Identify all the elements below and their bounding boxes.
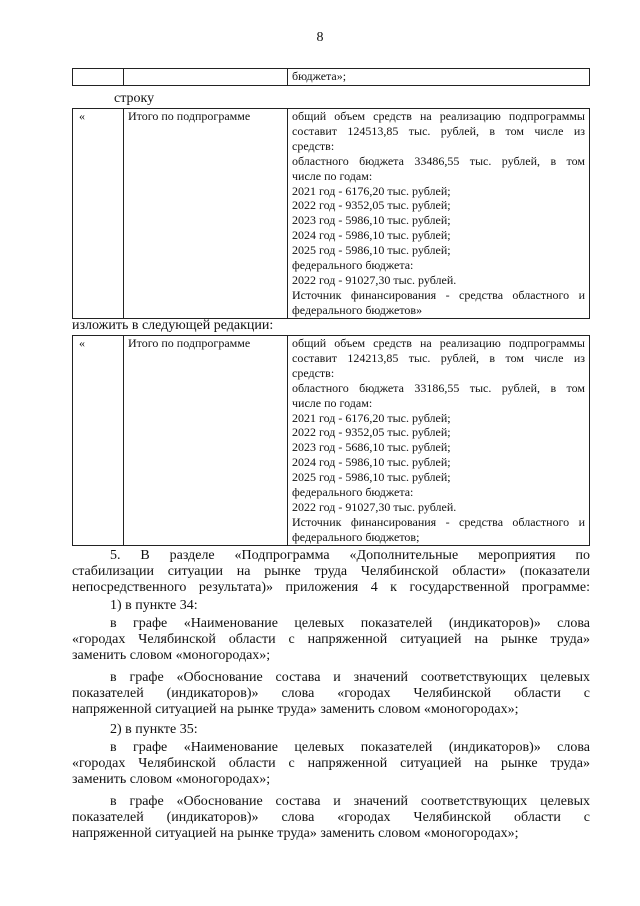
text-line: числе по годам: — [292, 395, 373, 410]
table-new-subprogram-total — [72, 335, 590, 546]
text-line: составит 124213,85 тыс. рублей, в том числе из — [292, 350, 585, 365]
text-line: 2021 год - 6176,20 тыс. рублей; — [292, 183, 451, 198]
text-line: 2021 год - 6176,20 тыс. рублей; — [292, 410, 451, 425]
text-line: 2022 год - 91027,30 тыс. рублей. — [292, 272, 457, 287]
paragraph-35-name-column — [72, 740, 590, 789]
text-line: числе по годам: — [292, 168, 373, 183]
page-number: 8 — [316, 30, 324, 45]
text-line: 2024 год - 5986,10 тыс. рублей; — [292, 455, 451, 470]
text-line: общий объем средств на реализацию подпрограммы — [292, 109, 585, 123]
text-line: стабилизации ситуации на рынке труда Челябинской области» (показатели — [72, 564, 590, 580]
cell-budget-end: бюджета»; — [288, 69, 590, 86]
text-line: «городах Челябинской области с напряженной ситуацией на рынке труда» — [72, 632, 590, 648]
cell-empty-2 — [124, 69, 288, 86]
paragraph-34-name-column — [72, 616, 590, 665]
text-line: «городах Челябинской области с напряженной ситуацией на рынке труда» — [72, 756, 590, 772]
text-line: 2022 год - 9352,05 тыс. рублей; — [292, 198, 451, 213]
text-line: 2022 год - 91027,30 тыс. рублей. — [292, 499, 457, 514]
text-line: 2025 год - 5986,10 тыс. рублей; — [292, 243, 451, 258]
text-line: областного бюджета 33186,55 тыс. рублей, в том — [292, 380, 585, 395]
text-line: непосредственного результата)» приложения 4 к государственной программе: — [72, 580, 590, 596]
paragraph-item-35 — [72, 722, 590, 738]
cell-quote: « — [73, 109, 124, 319]
text-line: 2) в пункте 35: — [110, 722, 198, 737]
paragraph-item-34 — [72, 598, 590, 614]
paragraph-35-basis-column — [72, 794, 590, 843]
text-line: 2023 год - 5686,10 тыс. рублей; — [292, 440, 451, 455]
cell-empty-1 — [73, 69, 124, 86]
text-line: показателей (индикаторов)» слова «городах Челябинской области с — [72, 686, 590, 702]
text-line: 2025 год - 5986,10 тыс. рублей; — [292, 470, 451, 485]
text-line: напряженной ситуацией на рынке труда» заменить словом «моногородах»; — [72, 826, 519, 842]
text-line: федерального бюджетов; — [292, 529, 420, 544]
text-line: Источник финансирования - средства областного и — [292, 514, 585, 529]
text-line: заменить словом «моногородах»; — [72, 648, 271, 664]
text-line: средств: — [292, 138, 335, 153]
text-line: общий объем средств на реализацию подпрограммы — [292, 336, 585, 350]
text-line: федерального бюджетов» — [292, 302, 423, 317]
cell-funding-text — [288, 109, 590, 319]
text-line: 1) в пункте 34: — [110, 598, 198, 613]
paragraph-5 — [72, 548, 590, 597]
cell-quote: « — [73, 336, 124, 546]
cell-total-label: Итого по подпрограмме — [124, 109, 288, 319]
text-line: составит 124513,85 тыс. рублей, в том числе из — [292, 123, 585, 138]
text-line: в графе «Наименование целевых показателей (индикаторов)» слова — [110, 740, 590, 755]
label-new-edition: изложить в следующей редакции: — [72, 318, 274, 333]
text-line: в графе «Наименование целевых показателей (индикаторов)» слова — [110, 616, 590, 631]
table-old-subprogram-total — [72, 108, 590, 319]
text-line: областного бюджета 33486,55 тыс. рублей, в том — [292, 153, 585, 168]
text-line: 2023 год - 5986,10 тыс. рублей; — [292, 213, 451, 228]
text-line: средств: — [292, 365, 335, 380]
text-line: показателей (индикаторов)» слова «городах Челябинской области с — [72, 810, 590, 826]
text-line: федерального бюджета: — [292, 485, 414, 500]
cell-funding-text — [288, 336, 590, 546]
label-stroku: строку — [114, 91, 155, 106]
cell-total-label: Итого по подпрограмме — [124, 336, 288, 546]
text-line: 5. В разделе «Подпрограмма «Дополнительные мероприятия по — [110, 548, 590, 563]
text-line: в графе «Обоснование состава и значений соответствующих целевых — [110, 794, 590, 809]
text-line: в графе «Обоснование состава и значений соответствующих целевых — [110, 670, 590, 685]
table-fragment-top — [72, 68, 590, 86]
text-line: федерального бюджета: — [292, 258, 414, 273]
text-line: напряженной ситуацией на рынке труда» заменить словом «моногородах»; — [72, 702, 519, 718]
text-line: Источник финансирования - средства областного и — [292, 287, 585, 302]
text-line: 2022 год - 9352,05 тыс. рублей; — [292, 425, 451, 440]
paragraph-34-basis-column — [72, 670, 590, 719]
text-line: заменить словом «моногородах»; — [72, 772, 271, 788]
text-line: 2024 год - 5986,10 тыс. рублей; — [292, 228, 451, 243]
